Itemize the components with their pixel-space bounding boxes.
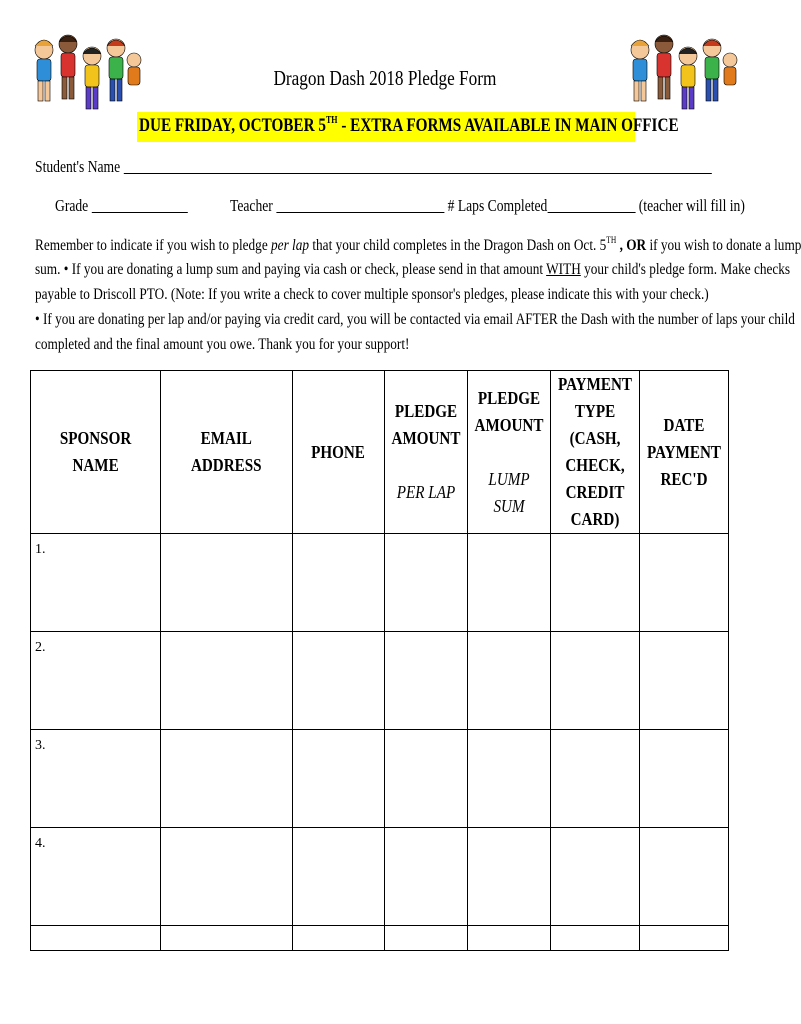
date-cell[interactable] [639, 632, 728, 730]
payment-type-cell[interactable] [550, 632, 639, 730]
row-number: 3. [35, 738, 46, 753]
email-cell[interactable] [161, 730, 293, 828]
due-date-banner: DUE FRIDAY, OCTOBER 5TH - EXTRA FORMS AVAILABLE IN MAIN OFFICE [137, 112, 635, 142]
payment-type-cell[interactable] [550, 730, 639, 828]
sponsor-name-cell[interactable] [31, 730, 161, 828]
sponsor-name-cell[interactable] [31, 534, 161, 632]
table-header-row [31, 371, 729, 534]
table-row [31, 730, 729, 828]
email-cell[interactable] [161, 534, 293, 632]
laps-field[interactable] [547, 198, 635, 213]
sponsor-name-cell[interactable] [31, 632, 161, 730]
student-name-label: Student's Name [35, 157, 121, 176]
header-payment-type: PAYMENT TYPE (CASH, CHECK, CREDIT CARD) [550, 371, 639, 534]
page-title: Dragon Dash 2018 Pledge Form [273, 66, 497, 90]
lump-sum-cell[interactable] [467, 534, 550, 632]
table-row [31, 534, 729, 632]
student-name-row [35, 157, 712, 177]
row-number: 1. [35, 542, 46, 557]
table-row [31, 926, 729, 951]
phone-cell[interactable] [292, 534, 384, 632]
header-pledge-per-lap: PLEDGE AMOUNT PER LAP [384, 371, 467, 534]
per-lap-cell[interactable] [384, 730, 467, 828]
laps-note: (teacher will fill in) [638, 196, 745, 215]
row-number: 4. [35, 836, 46, 851]
header-pledge-lump-sum: PLEDGE AMOUNT LUMP SUM [467, 371, 550, 534]
date-cell[interactable] [639, 926, 728, 951]
phone-cell[interactable] [292, 730, 384, 828]
per-lap-cell[interactable] [384, 632, 467, 730]
payment-type-cell[interactable] [550, 828, 639, 926]
date-cell[interactable] [639, 730, 728, 828]
per-lap-cell[interactable] [384, 926, 467, 951]
pledge-table [30, 370, 729, 951]
header-sponsor-name: SPONSOR NAME [31, 371, 161, 534]
table-row [31, 632, 729, 730]
email-cell[interactable] [161, 632, 293, 730]
lump-sum-cell[interactable] [467, 926, 550, 951]
sponsor-name-cell[interactable] [31, 926, 161, 951]
payment-type-cell[interactable] [550, 534, 639, 632]
lump-sum-cell[interactable] [467, 730, 550, 828]
per-lap-cell[interactable] [384, 534, 467, 632]
email-cell[interactable] [161, 926, 293, 951]
student-name-field[interactable] [124, 159, 712, 174]
payment-type-cell[interactable] [550, 926, 639, 951]
phone-cell[interactable] [292, 926, 384, 951]
instructions-line-4: • If you are donating per lap and/or paying via credit card, you will be contacted via email AFTER the Dash with the number of laps your child [35, 311, 795, 328]
grade-field[interactable] [92, 198, 188, 213]
teacher-label: Teacher [230, 196, 273, 215]
instructions-line-5: completed and the final amount you owe. Thank you for your support! [35, 336, 410, 353]
header-date-payment-recd: DATE PAYMENT REC'D [639, 371, 728, 534]
instructions-line-2: sum. • If you are donating a lump sum and paying via cash or check, please send in that amount WITH your child's pledge form. Make checks [35, 261, 791, 278]
row-number: 2. [35, 640, 46, 655]
phone-cell[interactable] [292, 632, 384, 730]
phone-cell[interactable] [292, 828, 384, 926]
instructions-line-1: Remember to indicate if you wish to pledge per lap that your child completes in the Dragon Dash on Oct. 5TH , OR if you wish to donate a lump [35, 235, 801, 254]
laps-label: # Laps Completed [447, 196, 548, 215]
table-row [31, 828, 729, 926]
teacher-row [230, 196, 745, 216]
grade-row [55, 196, 188, 216]
sponsor-name-cell[interactable] [31, 828, 161, 926]
grade-label: Grade [55, 196, 89, 215]
instructions-line-3: payable to Driscoll PTO. (Note: If you write a check to cover multiple sponsor's pledges, please indicate this with your check.) [35, 286, 709, 303]
teacher-field[interactable] [276, 198, 444, 213]
date-cell[interactable] [639, 534, 728, 632]
header-email-address: EMAIL ADDRESS [161, 371, 293, 534]
lump-sum-cell[interactable] [467, 632, 550, 730]
header-phone: PHONE [292, 371, 384, 534]
date-cell[interactable] [639, 828, 728, 926]
lump-sum-cell[interactable] [467, 828, 550, 926]
email-cell[interactable] [161, 828, 293, 926]
per-lap-cell[interactable] [384, 828, 467, 926]
